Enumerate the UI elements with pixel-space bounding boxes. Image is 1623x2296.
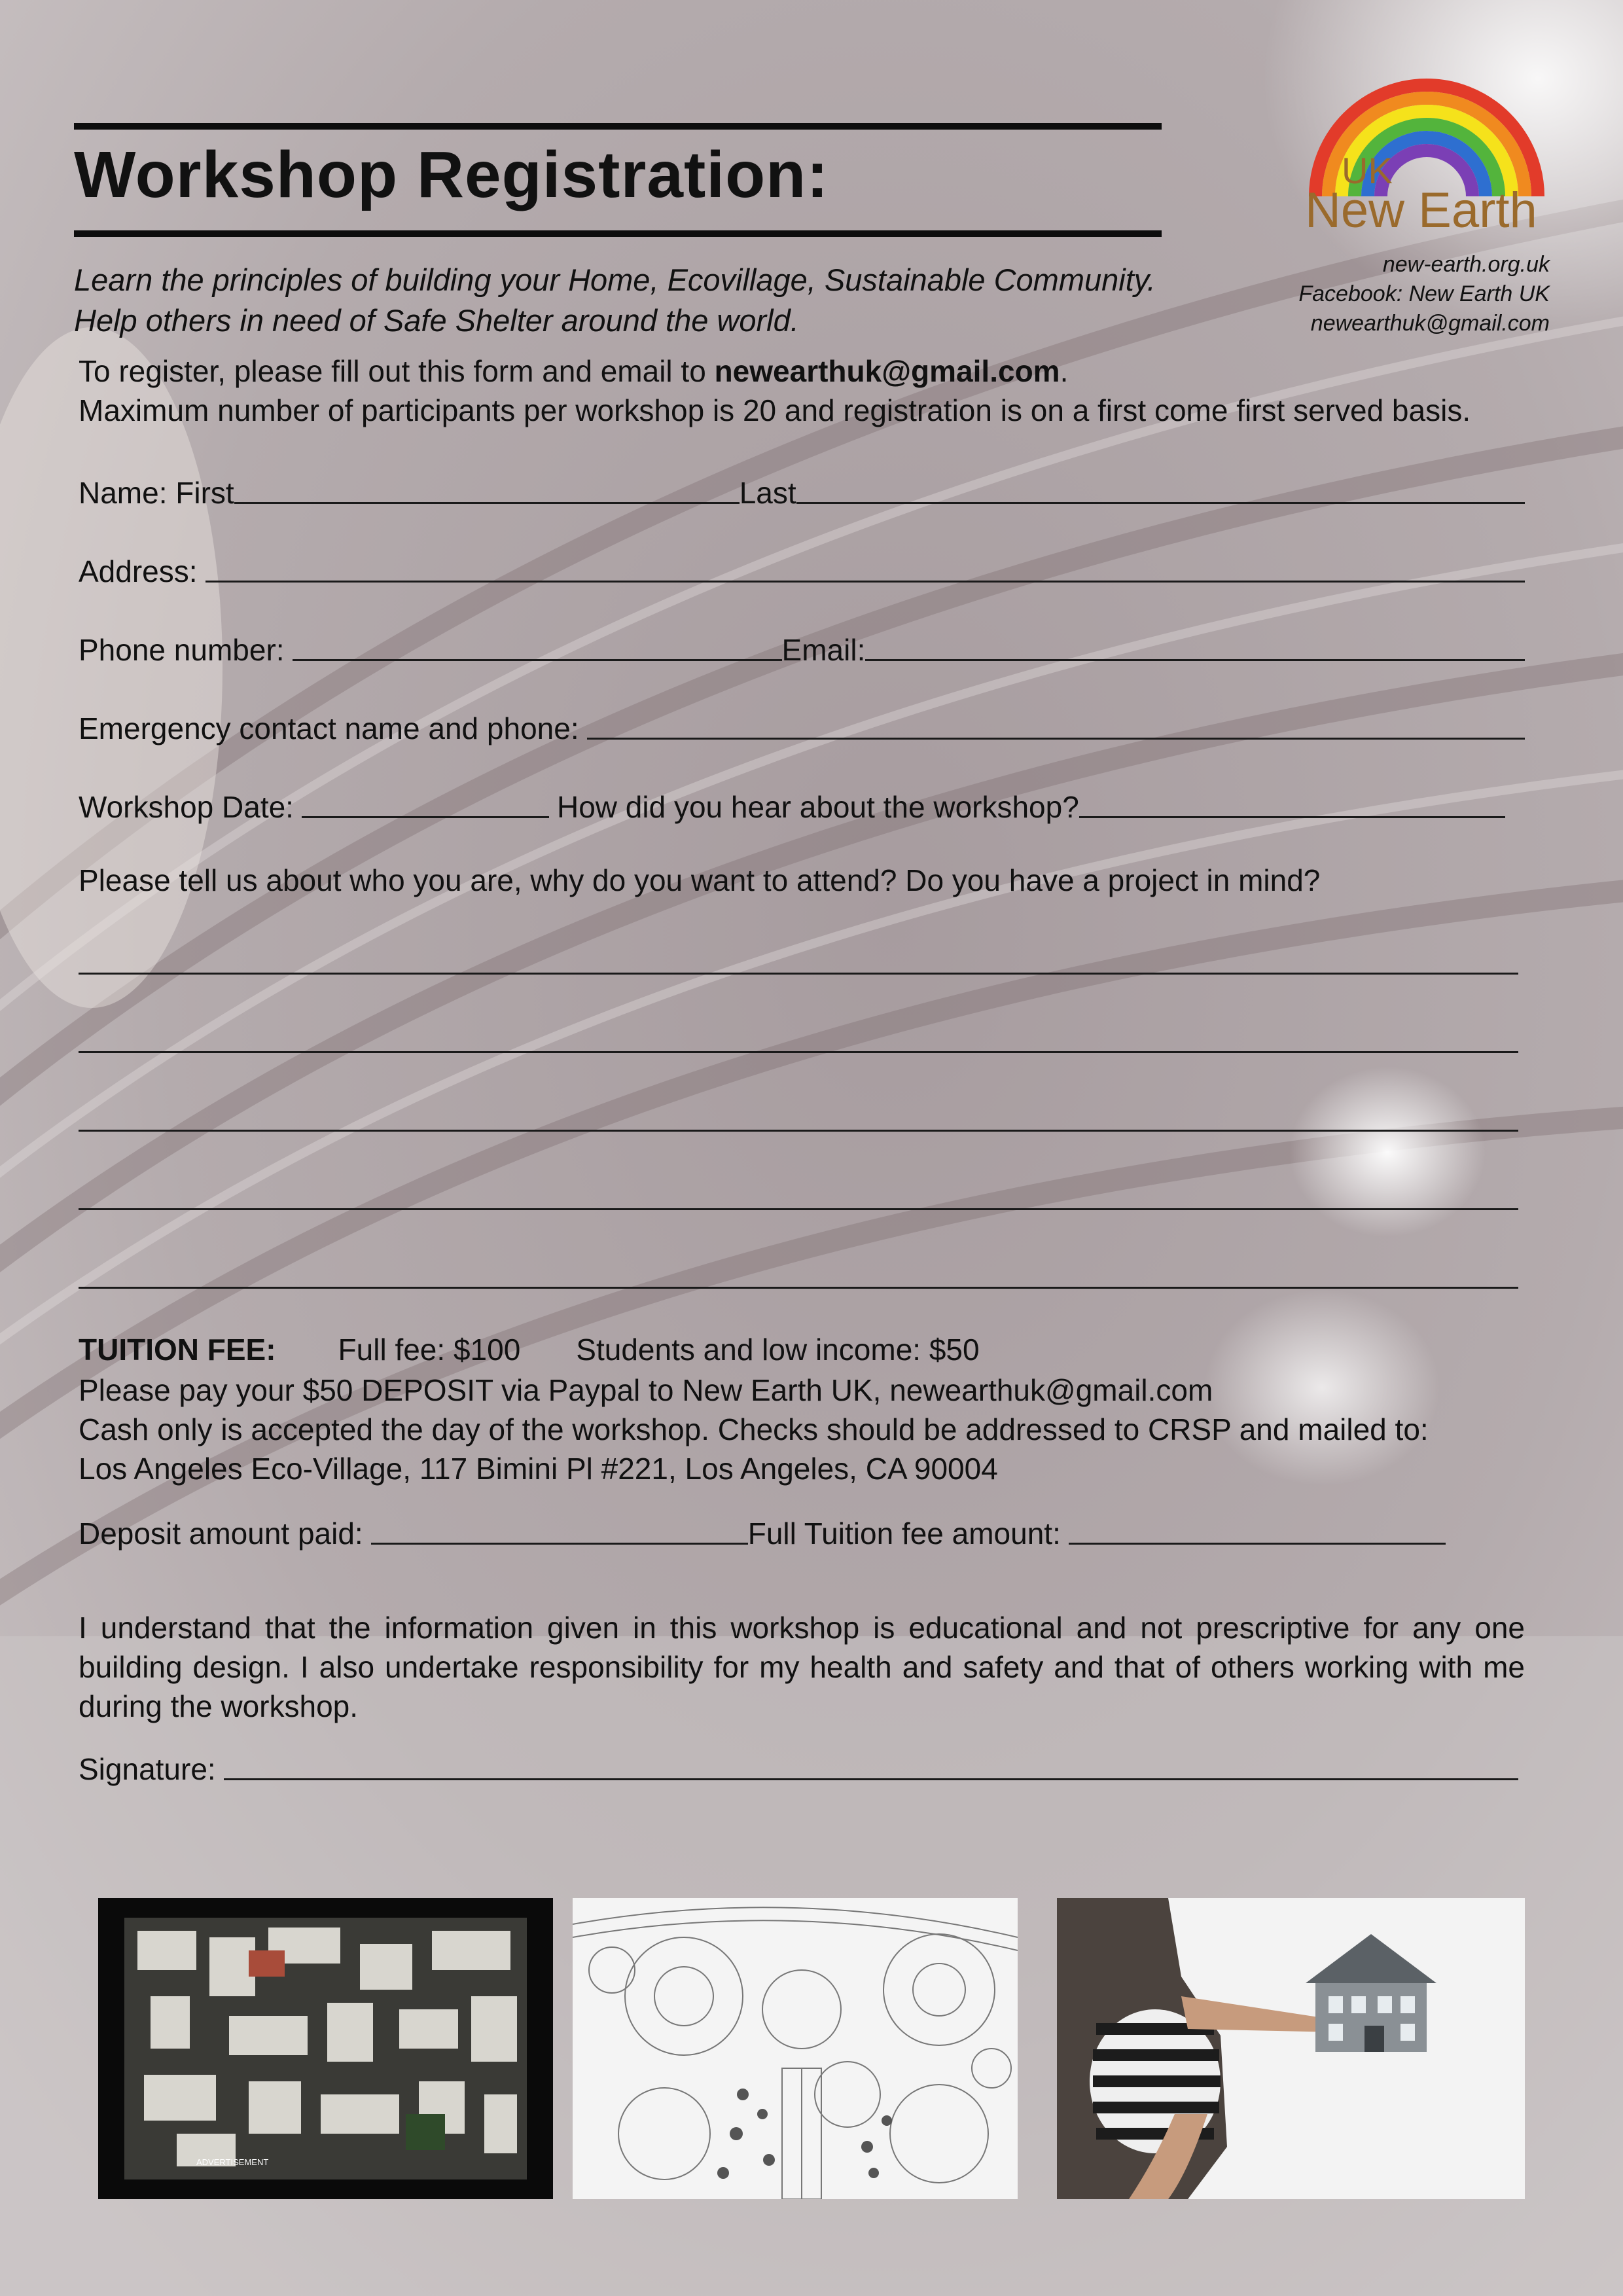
aerial-caption: ADVERTISEMENT <box>196 2157 269 2167</box>
first-name-field[interactable] <box>234 501 740 504</box>
about-answer-line-4[interactable] <box>79 1208 1518 1210</box>
student-fee: Students and low income: $50 <box>576 1333 980 1367</box>
logo-name: New Earth <box>1305 183 1537 238</box>
intro-line-2: Help others in need of Safe Shelter around the world. <box>74 303 799 338</box>
title-rule-bottom <box>74 230 1162 237</box>
contact-email: newearthuk@gmail.com <box>1310 311 1550 336</box>
full-fee: Full fee: $100 <box>338 1333 521 1367</box>
signature-row <box>79 1741 1525 1787</box>
cash-instructions: Cash only is accepted the day of the workshop. Checks should be addressed to CRSP and mailed to: <box>79 1412 1429 1446</box>
signature-field[interactable] <box>224 1778 1518 1780</box>
ecovillage-plan-drawing <box>573 1898 1018 2199</box>
email-field[interactable] <box>865 658 1525 661</box>
full-amount-label: Full Tuition fee amount: <box>747 1516 1061 1551</box>
workshop-date-label: Workshop Date: <box>79 790 294 824</box>
last-name-field[interactable] <box>796 501 1525 504</box>
payment-row <box>79 1505 1525 1551</box>
page-title: Workshop Registration: <box>74 138 829 211</box>
phone-field[interactable] <box>293 658 782 661</box>
last-name-label: Last <box>739 476 796 510</box>
about-answer-line-1[interactable] <box>79 973 1518 975</box>
email-label: Email: <box>781 633 866 667</box>
register-email: newearthuk@gmail.com <box>714 354 1060 388</box>
emergency-label: Emergency contact name and phone: <box>79 711 579 745</box>
deposit-paid-field[interactable] <box>371 1542 748 1545</box>
address-label: Address: <box>79 554 198 588</box>
contact-facebook: Facebook: New Earth UK <box>1298 281 1550 306</box>
about-answer-line-3[interactable] <box>79 1130 1518 1132</box>
address-row <box>79 543 1525 589</box>
about-answer-line-5[interactable] <box>79 1287 1518 1289</box>
name-row <box>79 465 1525 511</box>
deposit-instructions: Please pay your $50 DEPOSIT via Paypal to New Earth UK, newearthuk@gmail.com <box>79 1373 1213 1407</box>
disclaimer: I understand that the information given in this workshop is educational and not prescriptive for any one building design. I also undertake responsibility for my health and safety and that of others working with me during the workshop. <box>79 1611 1525 1723</box>
about-question: Please tell us about who you are, why do you want to attend? Do you have a project in mind? <box>79 863 1321 897</box>
mailing-address: Los Angeles Eco-Village, 117 Bimini Pl #221, Los Angeles, CA 90004 <box>79 1452 998 1486</box>
tuition-heading: TUITION FEE: <box>79 1333 276 1367</box>
phone-label: Phone number: <box>79 633 285 667</box>
register-prefix: To register, please fill out this form and email to <box>79 354 715 388</box>
phone-email-row <box>79 622 1525 668</box>
signature-label: Signature: <box>79 1752 216 1786</box>
aerial-village-photo <box>98 1898 553 2199</box>
title-rule-top <box>74 123 1162 130</box>
about-answer-line-2[interactable] <box>79 1051 1518 1053</box>
hear-about-label: How did you hear about the workshop? <box>556 790 1079 824</box>
contact-website: new-earth.org.uk <box>1382 252 1550 277</box>
workshop-row <box>79 779 1525 825</box>
full-amount-field[interactable] <box>1069 1542 1446 1545</box>
address-field[interactable] <box>205 580 1525 583</box>
max-participants: Maximum number of participants per workshop is 20 and registration is on a first come first served basis. <box>79 393 1471 427</box>
first-name-label: Name: First <box>79 476 234 510</box>
new-earth-logo <box>1296 72 1558 242</box>
logo-uk: UK <box>1342 150 1393 191</box>
emergency-field[interactable] <box>587 737 1525 740</box>
emergency-row <box>79 700 1525 746</box>
pregnant-woman-holding-house-photo <box>1057 1898 1525 2199</box>
deposit-paid-label: Deposit amount paid: <box>79 1516 363 1551</box>
hear-about-field[interactable] <box>1079 816 1505 818</box>
register-suffix: . <box>1060 354 1069 388</box>
tuition-fee-line <box>79 1332 980 1367</box>
workshop-date-field[interactable] <box>302 816 549 818</box>
register-instructions <box>79 353 1068 389</box>
intro-line-1: Learn the principles of building your Home, Ecovillage, Sustainable Community. <box>74 262 1156 297</box>
